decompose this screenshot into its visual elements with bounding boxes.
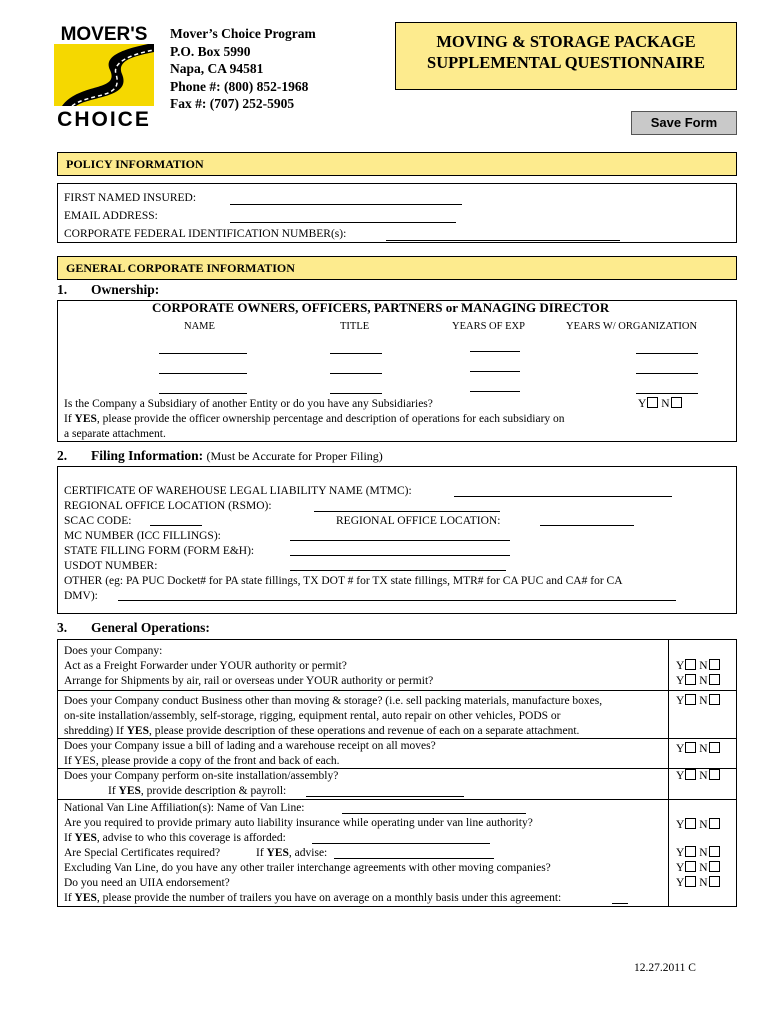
- no-checkbox[interactable]: [671, 397, 682, 408]
- dmv-label: DMV):: [64, 590, 98, 602]
- row-divider: [58, 799, 736, 800]
- no-checkbox[interactable]: [709, 846, 720, 857]
- onsite-installation-field[interactable]: [306, 796, 464, 797]
- other-filing-label: OTHER (eg: PA PUC Docket# for PA state fillings, TX DOT # for TX state fillings, MTR# for CA PUC and CA# for CA: [64, 575, 623, 587]
- mtmc-field[interactable]: [454, 496, 672, 497]
- subsidiary-yes-no: [638, 397, 682, 411]
- other-business-question-line3: shredding) If YES, please provide description of these operations and revenue of each on a separate attachment.: [64, 725, 580, 737]
- ownership-number: 1.: [57, 282, 68, 297]
- yes-checkbox[interactable]: [685, 769, 696, 780]
- no-checkbox[interactable]: [709, 674, 720, 685]
- other-filing-field[interactable]: [118, 600, 676, 601]
- col-years-org: YEARS W/ ORGANIZATION: [566, 321, 698, 332]
- mc-number-label: MC NUMBER (ICC FILLINGS):: [64, 530, 221, 542]
- address-line: P.O. Box 5990: [170, 43, 251, 59]
- onsite-installation-question: Does your Company perform on-site installation/assembly?: [64, 770, 339, 782]
- address-line: Phone #: (800) 852-1968: [170, 78, 309, 94]
- ownership-subtitle: CORPORATE OWNERS, OFFICERS, PARTNERS or MANAGING DIRECTOR: [152, 300, 610, 315]
- owner-years-org-field[interactable]: [636, 393, 698, 394]
- usdot-field[interactable]: [290, 570, 506, 571]
- answer-column-divider: [668, 640, 669, 906]
- subsidiary-if-yes: If YES, please provide the officer ownership percentage and description of operations for each subsidiary on: [64, 413, 565, 425]
- mtmc-label: CERTIFICATE OF WAREHOUSE LEGAL LIABILITY NAME (MTMC):: [64, 485, 412, 497]
- usdot-label: USDOT NUMBER:: [64, 560, 158, 572]
- bill-of-lading-yes-no: Y N: [676, 742, 720, 756]
- trailer-interchange-question: Excluding Van Line, do you have any other trailer interchange agreements with other moving companies?: [64, 862, 551, 874]
- special-certificates-yes-no: Y N: [676, 846, 720, 860]
- onsite-installation-if-yes: If YES, provide description & payroll:: [108, 785, 287, 797]
- owner-years-exp-field[interactable]: [470, 371, 520, 372]
- yes-checkbox[interactable]: [685, 742, 696, 753]
- scac-field[interactable]: [150, 525, 202, 526]
- owner-years-org-field[interactable]: [636, 373, 698, 374]
- col-years-exp: YEARS OF EXP: [452, 321, 525, 332]
- owner-title-field[interactable]: [330, 373, 382, 374]
- freight-forwarder-question: Act as a Freight Forwarder under YOUR authority or permit?: [64, 660, 347, 672]
- freight-forwarder-yes-no: Y N: [676, 659, 720, 673]
- uiia-question: Do you need an UIIA endorsement?: [64, 877, 230, 889]
- uiia-yes-no: Y N: [676, 876, 720, 890]
- owner-years-org-field[interactable]: [636, 353, 698, 354]
- no-label: N: [661, 398, 670, 410]
- subsidiary-question: Is the Company a Subsidiary of another Entity or do you have any Subsidiaries?: [64, 398, 433, 410]
- address-line: Mover’s Choice Program: [170, 26, 316, 41]
- no-checkbox[interactable]: [709, 876, 720, 887]
- logo-text-bottom: CHOICE: [57, 108, 151, 130]
- filing-box: [57, 466, 737, 614]
- special-certificates-field[interactable]: [334, 858, 494, 859]
- no-checkbox[interactable]: [709, 769, 720, 780]
- operations-title: General Operations:: [91, 620, 210, 635]
- logo-text-top: MOVER'S: [60, 24, 148, 45]
- ownership-title: Ownership:: [91, 282, 160, 297]
- general-corporate-heading: GENERAL CORPORATE INFORMATION: [57, 256, 737, 280]
- no-checkbox[interactable]: [709, 818, 720, 829]
- regional-office-field[interactable]: [540, 525, 634, 526]
- email-label: EMAIL ADDRESS:: [64, 210, 158, 222]
- mc-number-field[interactable]: [290, 540, 510, 541]
- owner-years-exp-field[interactable]: [470, 351, 520, 352]
- col-name: NAME: [184, 321, 215, 332]
- no-checkbox[interactable]: [709, 742, 720, 753]
- form-title: [395, 22, 737, 90]
- save-form-button[interactable]: Save Form: [631, 111, 737, 135]
- rsmo-label: REGIONAL OFFICE LOCATION (RSMO):: [64, 500, 272, 512]
- bill-of-lading-question: Does your Company issue a bill of lading and a warehouse receipt on all moves?: [64, 740, 436, 752]
- yes-label: Y: [638, 398, 647, 410]
- other-business-question: Does your Company conduct Business other than moving & storage? (i.e. sell packing materials, manufacture boxes,: [64, 695, 603, 707]
- policy-information-box: [57, 183, 737, 243]
- uiia-if-yes: If YES, please provide the number of trailers you have on average on a monthly basis under this agreement:: [64, 892, 562, 904]
- no-checkbox[interactable]: [709, 861, 720, 872]
- yes-checkbox[interactable]: [685, 659, 696, 670]
- owner-name-field[interactable]: [159, 353, 247, 354]
- company-address: [170, 25, 316, 113]
- movers-choice-logo: [50, 22, 158, 130]
- no-checkbox[interactable]: [709, 659, 720, 670]
- form-revision-date: 12.27.2011 C: [634, 962, 696, 974]
- other-business-yes-no: Y N: [676, 694, 720, 708]
- yes-checkbox[interactable]: [685, 674, 696, 685]
- onsite-installation-yes-no: Y N: [676, 769, 720, 783]
- owner-years-exp-field[interactable]: [470, 391, 520, 392]
- van-line-affiliation-label: National Van Line Affiliation(s): Name of Van Line:: [64, 802, 305, 814]
- first-named-insured-field[interactable]: [230, 204, 462, 205]
- col-title: TITLE: [340, 321, 370, 332]
- no-checkbox[interactable]: [709, 694, 720, 705]
- van-line-name-field[interactable]: [342, 813, 526, 814]
- owner-title-field[interactable]: [330, 393, 382, 394]
- uiia-trailers-field[interactable]: [612, 903, 628, 904]
- yes-checkbox[interactable]: [685, 694, 696, 705]
- owner-title-field[interactable]: [330, 353, 382, 354]
- rsmo-field[interactable]: [314, 511, 500, 512]
- bill-of-lading-if-yes: If YES, please provide a copy of the front and back of each.: [64, 755, 340, 767]
- yes-checkbox[interactable]: [685, 846, 696, 857]
- trailer-interchange-yes-no: Y N: [676, 861, 720, 875]
- address-line: Napa, CA 94581: [170, 61, 264, 76]
- row-divider: [58, 690, 736, 691]
- auto-liability-if-yes: If YES, advise to who this coverage is afforded:: [64, 832, 286, 844]
- special-certificates-if-yes: If YES, advise:: [256, 847, 328, 859]
- arrange-shipments-question: Arrange for Shipments by air, rail or overseas under YOUR authority or permit?: [64, 675, 434, 687]
- filing-title: Filing Information: (Must be Accurate for Proper Filing): [91, 448, 383, 463]
- ownership-box: [57, 300, 737, 442]
- title-line: SUPPLEMENTAL QUESTIONNAIRE: [427, 53, 705, 72]
- yes-checkbox[interactable]: [685, 818, 696, 829]
- does-your-company: Does your Company:: [64, 645, 163, 657]
- auto-liability-yes-no: Y N: [676, 818, 720, 832]
- auto-liability-field[interactable]: [312, 843, 490, 844]
- first-named-insured-label: FIRST NAMED INSURED:: [64, 192, 197, 204]
- special-certificates-question: Are Special Certificates required?: [64, 847, 221, 859]
- filing-number: 2.: [57, 448, 68, 463]
- fein-field[interactable]: [386, 240, 620, 241]
- subsidiary-if-yes-line2: a separate attachment.: [64, 428, 166, 440]
- owner-name-field[interactable]: [159, 373, 247, 374]
- address-line: Fax #: (707) 252-5905: [170, 96, 295, 111]
- yes-checkbox[interactable]: [685, 861, 696, 872]
- state-form-field[interactable]: [290, 555, 510, 556]
- yes-checkbox[interactable]: [685, 876, 696, 887]
- owner-name-field[interactable]: [159, 393, 247, 394]
- yes-checkbox[interactable]: [647, 397, 658, 408]
- arrange-shipments-yes-no: Y N: [676, 674, 720, 688]
- email-field[interactable]: [230, 222, 456, 223]
- title-line: MOVING & STORAGE PACKAGE: [436, 32, 696, 51]
- operations-box: [57, 639, 737, 907]
- fein-label: CORPORATE FEDERAL IDENTIFICATION NUMBER(s):: [64, 228, 347, 240]
- regional-office-label: REGIONAL OFFICE LOCATION:: [336, 515, 501, 527]
- operations-number: 3.: [57, 620, 68, 635]
- auto-liability-question: Are you required to provide primary auto liability insurance while operating under van line authority?: [64, 817, 533, 829]
- state-form-label: STATE FILLING FORM (FORM E&H):: [64, 545, 255, 557]
- other-business-question-line2: on-site installation/assembly, self-storage, rigging, equipment rental, auto repair on other vehicles, PODS or: [64, 710, 561, 722]
- policy-information-heading: POLICY INFORMATION: [57, 152, 737, 176]
- scac-label: SCAC CODE:: [64, 515, 132, 527]
